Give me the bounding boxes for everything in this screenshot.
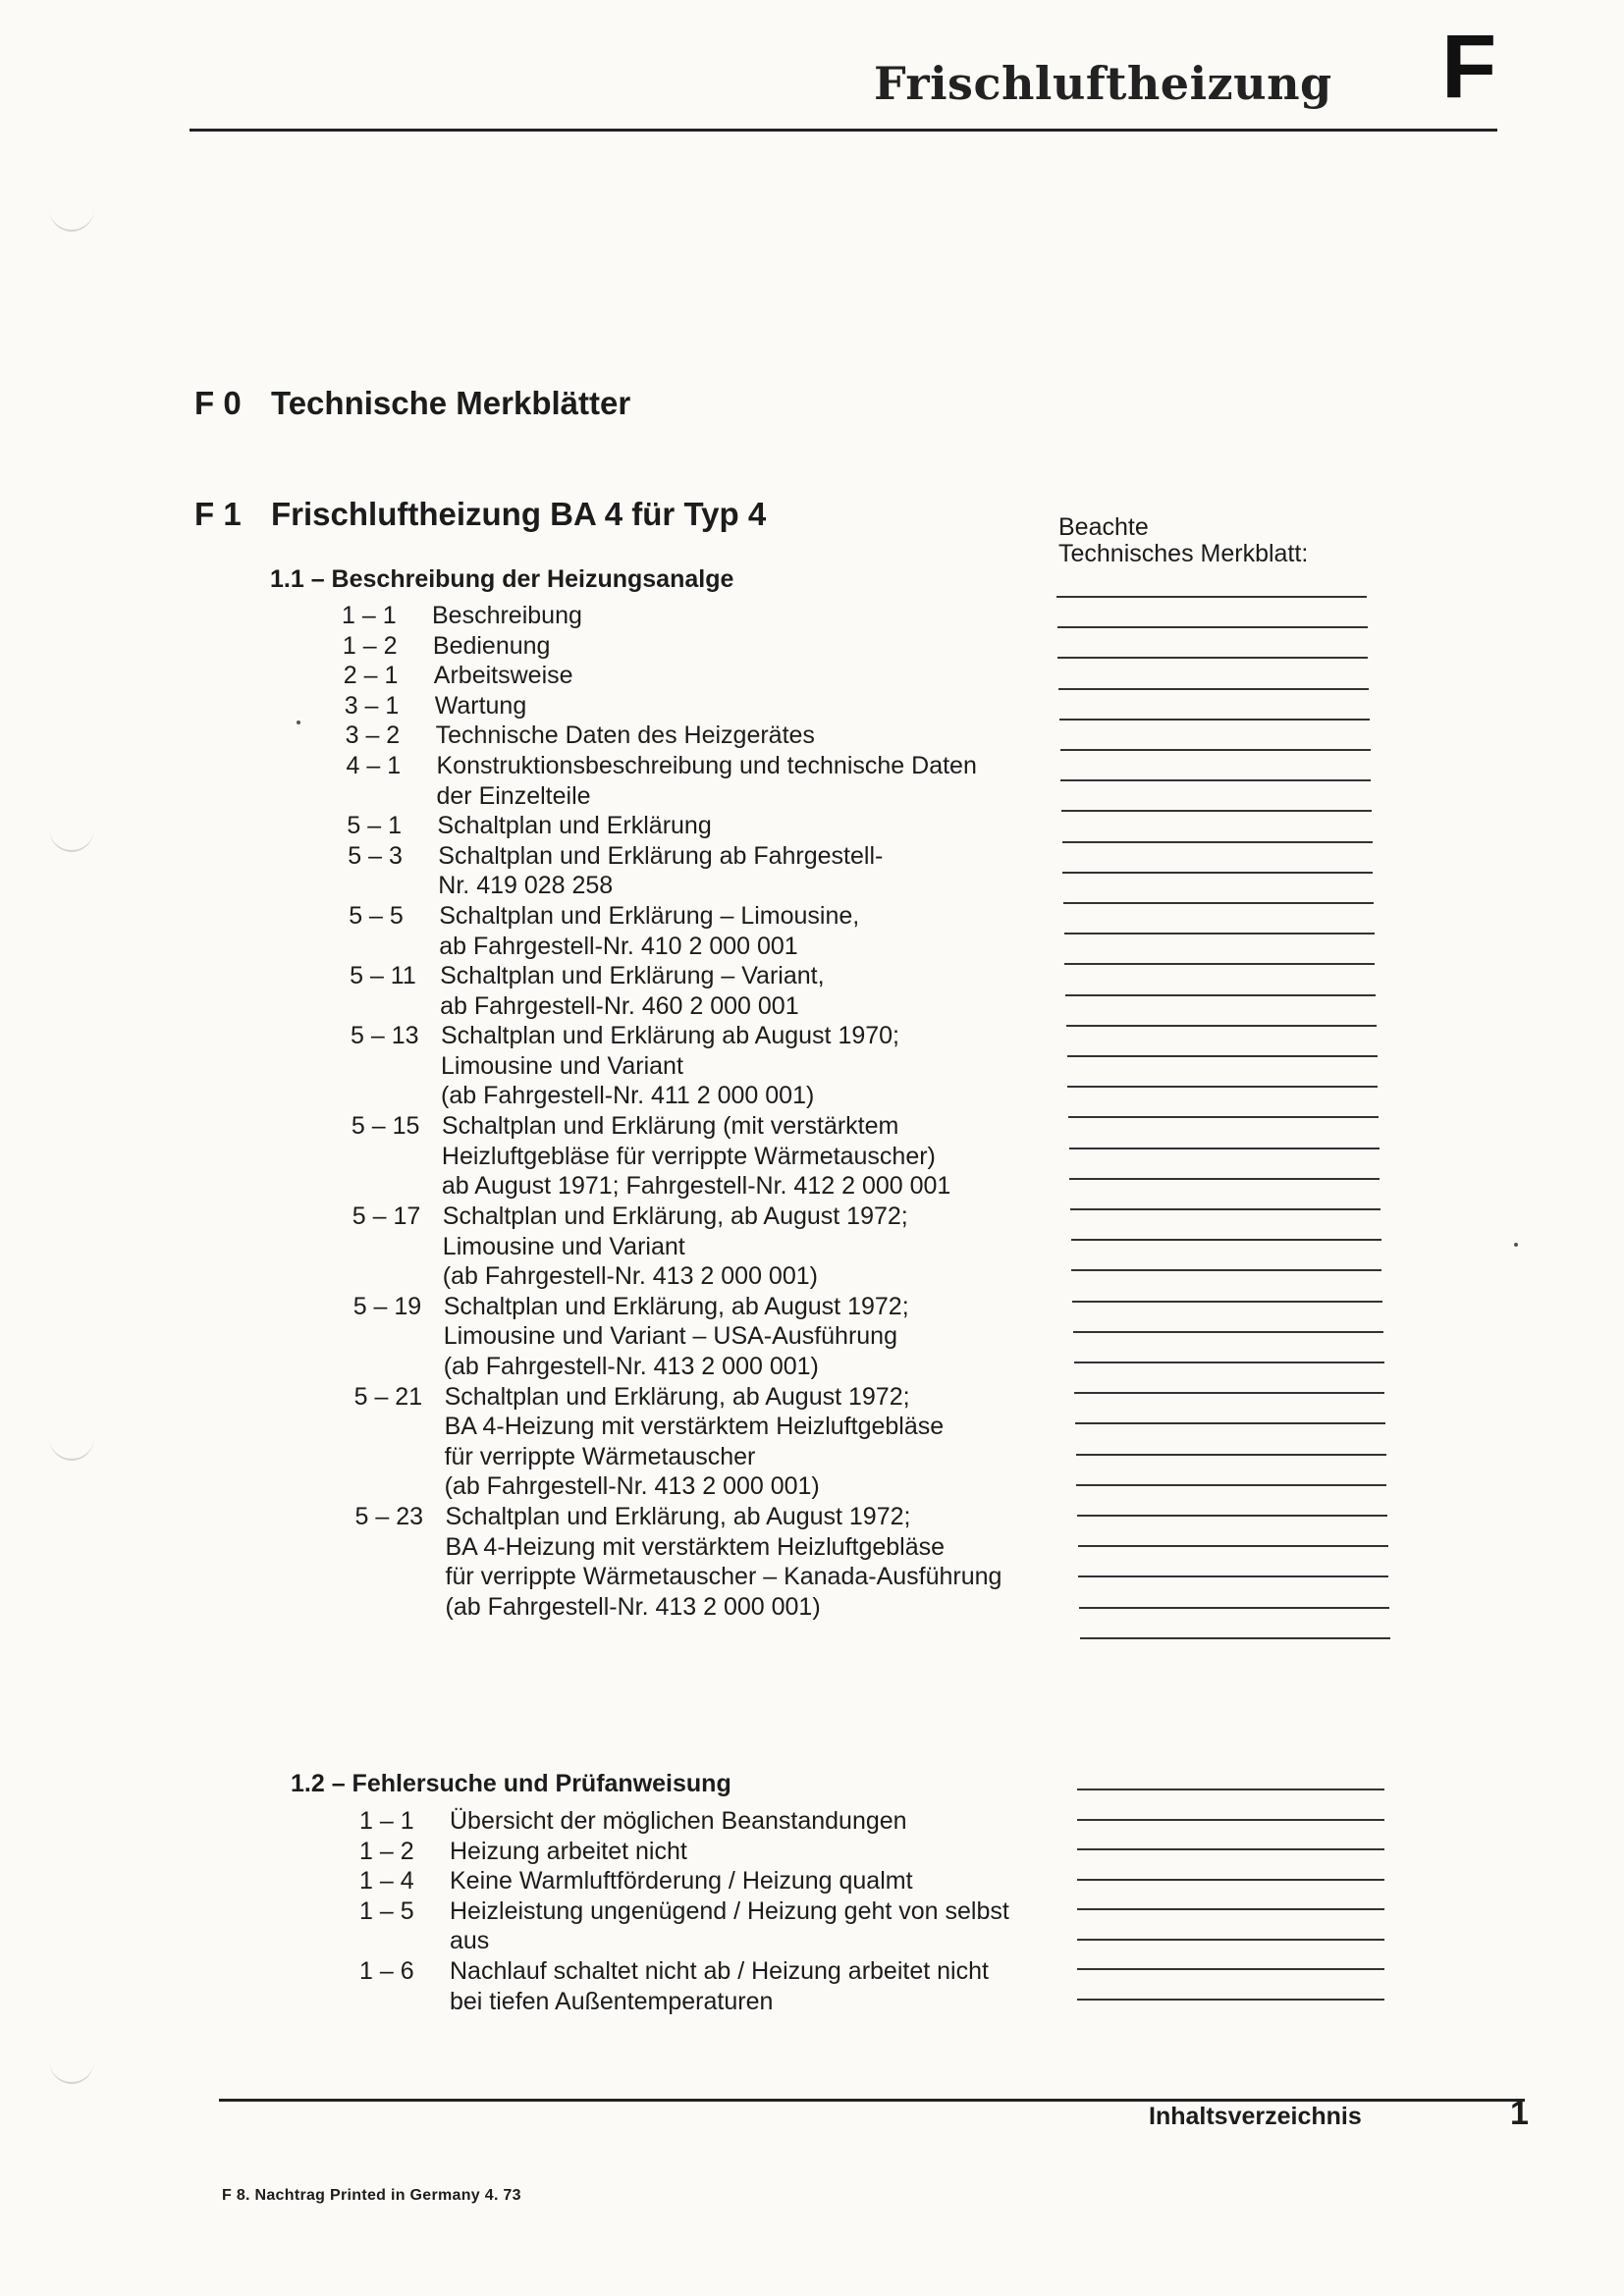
merkblatt-write-line [1075, 1422, 1385, 1424]
entry-text: (ab Fahrgestell-Nr. 411 2 000 001) [441, 1082, 815, 1110]
note-line: Beachte [1058, 513, 1149, 541]
entry-code: 5 – 19 [352, 1292, 422, 1320]
merkblatt-write-line [1077, 1968, 1384, 1970]
entry-code: 1 – 4 [359, 1867, 414, 1896]
entry-text: Schaltplan und Erklärung, ab August 1972; [445, 1503, 911, 1530]
merkblatt-write-line [1057, 626, 1368, 628]
merkblatt-write-line [1064, 963, 1375, 965]
merkblatt-write-line [1062, 872, 1373, 874]
merkblatt-write-line [1079, 1607, 1389, 1609]
punch-hole-mark [49, 1414, 94, 1461]
entry-text: Schaltplan und Erklärung – Variant, [440, 962, 825, 990]
merkblatt-write-line [1061, 810, 1372, 812]
entry-text: Nr. 419 028 258 [438, 872, 614, 900]
merkblatt-write-line [1077, 1999, 1384, 2001]
section-title: Technische Merkblätter [271, 385, 631, 421]
punch-hole-mark [49, 805, 94, 852]
merkblatt-write-line [1078, 1545, 1388, 1547]
merkblatt-write-line [1072, 1301, 1382, 1303]
imprint-line: F 8. Nachtrag Printed in Germany 4. 73 [222, 2187, 521, 2204]
merkblatt-write-line [1080, 1637, 1390, 1639]
merkblatt-write-line [1062, 841, 1373, 843]
entry-text: Heizleistung ungenügend / Heizung geht von selbst [450, 1896, 1009, 1925]
merkblatt-write-line [1069, 1178, 1380, 1180]
entry-text: (ab Fahrgestell-Nr. 413 2 000 001) [443, 1352, 819, 1380]
merkblatt-write-line [1069, 1148, 1380, 1149]
entry-text: Limousine und Variant [441, 1051, 683, 1080]
entry-code: 5 – 23 [354, 1503, 424, 1530]
merkblatt-write-line [1068, 1116, 1379, 1118]
speck [297, 721, 300, 724]
note-line: Technisches Merkblatt: [1058, 540, 1309, 567]
entry-text: bei tiefen Außentemperaturen [450, 1987, 774, 2015]
entry-code: 3 – 1 [344, 691, 400, 720]
entry-text: für verrippte Wärmetauscher [444, 1442, 756, 1470]
page-title: Frischluftheizung [874, 57, 1332, 110]
footer-title: Inhaltsverzeichnis [1149, 2103, 1362, 2130]
merkblatt-write-line [1071, 1239, 1381, 1241]
merkblatt-write-line [1078, 1575, 1388, 1577]
entry-text: aus [450, 1927, 490, 1955]
merkblatt-write-line [1056, 596, 1367, 598]
entry-text: Schaltplan und Erklärung, ab August 1972; [444, 1382, 910, 1411]
entry-text: ab Fahrgestell-Nr. 410 2 000 001 [439, 932, 798, 960]
merkblatt-write-line [1077, 1819, 1384, 1821]
entry-text: ab Fahrgestell-Nr. 460 2 000 001 [440, 991, 799, 1020]
entry-text: Schaltplan und Erklärung (mit verstärktem [441, 1112, 899, 1141]
merkblatt-write-line [1074, 1362, 1384, 1363]
entry-text: Beschreibung [432, 602, 582, 629]
merkblatt-write-line [1073, 1331, 1383, 1333]
entry-code: 5 – 17 [352, 1202, 421, 1230]
entry-code: 5 – 11 [350, 962, 416, 990]
entry-code: 2 – 1 [343, 662, 399, 690]
entry-code: 5 – 3 [348, 841, 403, 870]
entry-text: Arbeitsweise [433, 662, 573, 690]
entry-text: BA 4-Heizung mit verstärktem Heizluftgebläse [445, 1532, 946, 1561]
merkblatt-write-line [1077, 1789, 1384, 1790]
merkblatt-write-line [1067, 1055, 1378, 1057]
merkblatt-write-line [1060, 749, 1371, 751]
section-title: Frischluftheizung BA 4 für Typ 4 [271, 496, 767, 532]
entry-text: Limousine und Variant [442, 1232, 685, 1260]
entry-code: 4 – 1 [346, 752, 402, 779]
header-rule [189, 129, 1497, 132]
entry-code: 1 – 1 [342, 602, 397, 629]
entry-text: (ab Fahrgestell-Nr. 413 2 000 001) [444, 1472, 820, 1501]
merkblatt-write-line [1070, 1208, 1380, 1210]
entry-code: 3 – 2 [345, 721, 401, 750]
merkblatt-write-line [1077, 1908, 1384, 1910]
entry-text: ab August 1971; Fahrgestell-Nr. 412 2 000 001 [441, 1172, 951, 1201]
entry-text: Schaltplan und Erklärung, ab August 1972; [443, 1292, 909, 1320]
merkblatt-write-line [1077, 1879, 1384, 1881]
section-number: F 0 [194, 385, 242, 421]
merkblatt-write-line [1057, 657, 1368, 659]
page-number: 1 [1510, 2095, 1529, 2132]
entry-code: 5 – 15 [351, 1112, 420, 1141]
entry-text: Technische Daten des Heizgerätes [435, 721, 815, 750]
subsection-1-1-heading: 1.1 – Beschreibung der Heizungsanalge [270, 565, 734, 593]
merkblatt-note [1058, 514, 1308, 567]
merkblatt-write-line [1067, 1086, 1378, 1088]
entry-text: Übersicht der möglichen Beanstandungen [450, 1807, 907, 1835]
entry-text: (ab Fahrgestell-Nr. 413 2 000 001) [442, 1262, 818, 1290]
merkblatt-write-line [1077, 1939, 1384, 1941]
merkblatt-write-line [1077, 1515, 1387, 1517]
merkblatt-write-line [1076, 1454, 1386, 1456]
section-f0-heading [194, 385, 630, 422]
merkblatt-write-line [1076, 1484, 1386, 1486]
merkblatt-write-line [1060, 779, 1371, 781]
entry-text: Heizung arbeitet nicht [450, 1837, 687, 1865]
merkblatt-write-line [1058, 688, 1369, 690]
section-number: F 1 [194, 496, 242, 532]
entry-code: 1 – 5 [359, 1896, 414, 1925]
entry-code: 1 – 1 [359, 1807, 414, 1835]
section-f1-heading [194, 496, 766, 533]
entry-code: 5 – 1 [347, 812, 402, 840]
footer-rule [219, 2099, 1525, 2102]
subsection-1-2-heading: 1.2 – Fehlersuche und Prüfanweisung [291, 1770, 731, 1797]
entry-text: Nachlauf schaltet nicht ab / Heizung arbeitet nicht [450, 1957, 989, 1985]
entry-text: Keine Warmluftförderung / Heizung qualmt [450, 1867, 913, 1896]
entry-text: BA 4-Heizung mit verstärktem Heizluftgebläse [444, 1413, 945, 1441]
entry-code: 1 – 2 [342, 631, 398, 660]
entry-text: Konstruktionsbeschreibung und technische Daten [436, 752, 977, 779]
entry-code: 1 – 6 [359, 1957, 414, 1985]
merkblatt-write-line [1071, 1269, 1381, 1271]
entry-text: Wartung [434, 691, 527, 720]
merkblatt-write-line [1077, 1848, 1384, 1850]
entry-text: Schaltplan und Erklärung [437, 812, 712, 840]
entry-code: 1 – 2 [359, 1837, 414, 1865]
entry-text: Schaltplan und Erklärung ab Fahrgestell- [438, 841, 884, 870]
entry-text: Limousine und Variant – USA-Ausführung [443, 1322, 897, 1351]
merkblatt-write-line [1059, 719, 1370, 721]
entry-text: Schaltplan und Erklärung, ab August 1972; [442, 1202, 908, 1230]
entry-text: (ab Fahrgestell-Nr. 413 2 000 001) [445, 1592, 821, 1621]
entry-code: 5 – 5 [349, 902, 404, 930]
punch-hole-mark [49, 2037, 94, 2084]
merkblatt-write-line [1064, 933, 1375, 934]
entry-code: 5 – 13 [351, 1022, 419, 1050]
entry-text: der Einzelteile [436, 781, 591, 810]
speck [1514, 1243, 1518, 1247]
entry-text: Bedienung [432, 631, 551, 660]
entry-code: 5 – 21 [353, 1382, 423, 1411]
entry-text: Heizluftgebläse für verrippte Wärmetauscher) [441, 1142, 936, 1170]
entry-text: Schaltplan und Erklärung – Limousine, [439, 902, 860, 930]
chapter-letter: F [1441, 17, 1497, 117]
merkblatt-write-line [1063, 902, 1374, 904]
entry-text: Schaltplan und Erklärung ab August 1970; [441, 1022, 900, 1050]
merkblatt-write-line [1065, 994, 1376, 996]
merkblatt-write-line [1074, 1392, 1384, 1394]
merkblatt-write-line [1066, 1025, 1377, 1027]
entry-text: für verrippte Wärmetauscher – Kanada-Ausführung [445, 1563, 1002, 1590]
punch-hole-mark [49, 185, 94, 232]
